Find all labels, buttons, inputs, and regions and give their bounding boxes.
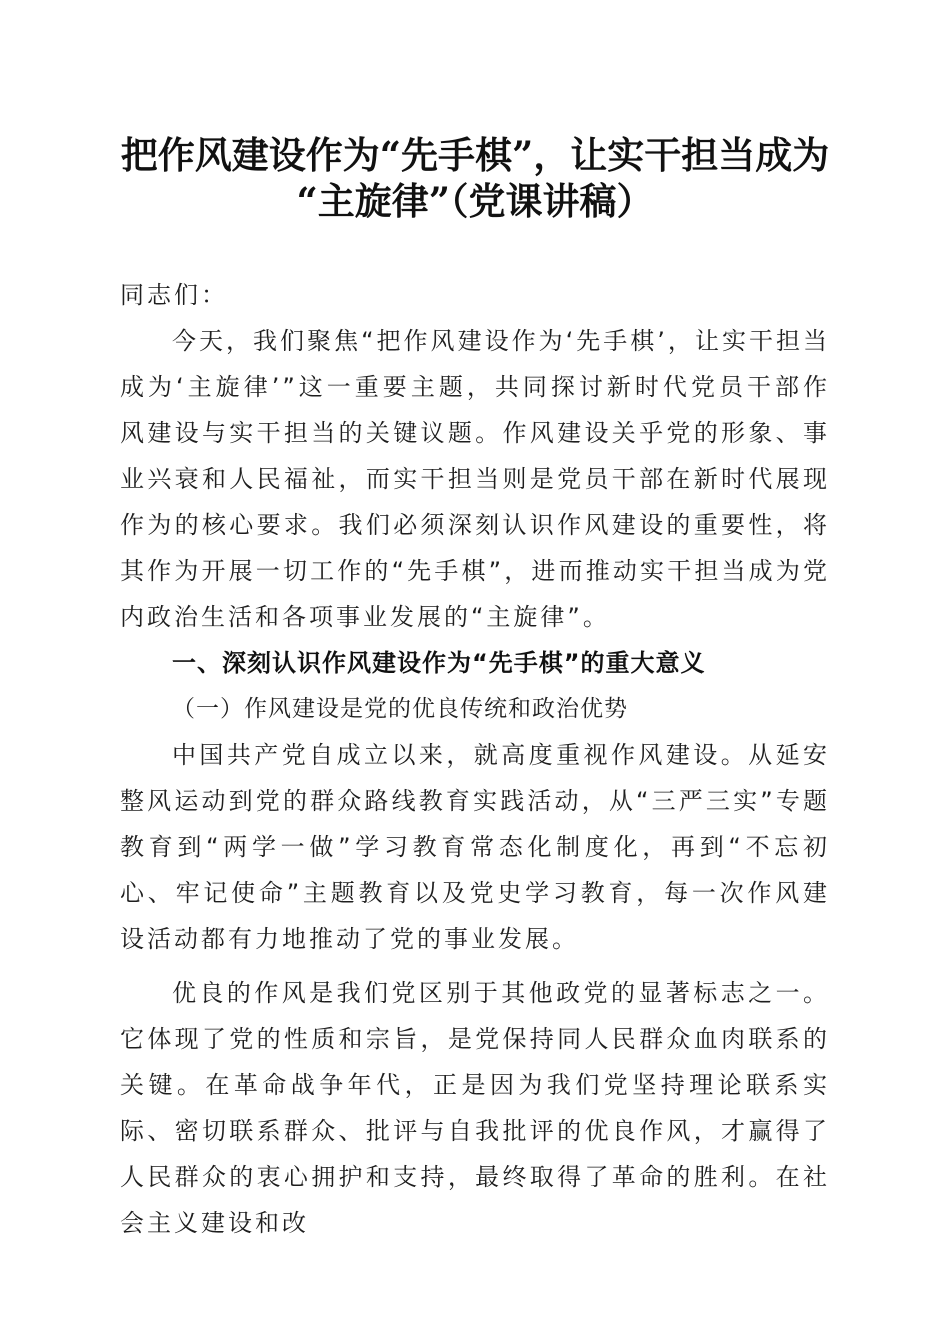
greeting: 同志们： [120,281,228,309]
subsection-heading-1: （一）作风建设是党的优良传统和政治优势 [172,696,628,722]
document-page [120,0,830,1246]
document-title [120,0,830,224]
title-line-1: 把作风建设作为“先手棋”，让实干担当成为 [120,133,830,177]
body-paragraph: 中国共产党自成立以来，就高度重视作风建设。从延安整风运动到党的群众路线教育实践活动，从“三严三实”专题教育到“两学一做”学习教育常态化制度化，再到“不忘初心、牢记使命”主题教育以及党史学习教育，每一次作风建设活动都有力地推动了党的事业发展。 [120,741,830,953]
intro-paragraph: 今天，我们聚焦“把作风建设作为‘先手棋’，让实干担当成为‘主旋律’”这一重要主题，共同探讨新时代党员干部作风建设与实干担当的关键议题。作风建设关乎党的形象、事业兴衰和人民福祉，而实干担当则是党员干部在新时代展现作为的核心要求。我们必须深刻认识作风建设的重要性，将其作为开展一切工作的“先手棋”，进而推动实干担当成为党内政治生活和各项事业发展的“主旋律”。 [120,327,830,631]
title-line-2: “主旋律”（党课讲稿） [296,179,654,223]
body-paragraph: 优良的作风是我们党区别于其他政党的显著标志之一。它体现了党的性质和宗旨，是党保持同人民群众血肉联系的关键。在革命战争年代，正是因为我们党坚持理论联系实际、密切联系群众、批评与自我批评的优良作风，才赢得了人民群众的衷心拥护和支持，最终取得了革命的胜利。在社会主义建设和改 [120,979,830,1237]
section-heading-1: 一、深刻认识作风建设作为“先手棋”的重大意义 [172,649,706,677]
